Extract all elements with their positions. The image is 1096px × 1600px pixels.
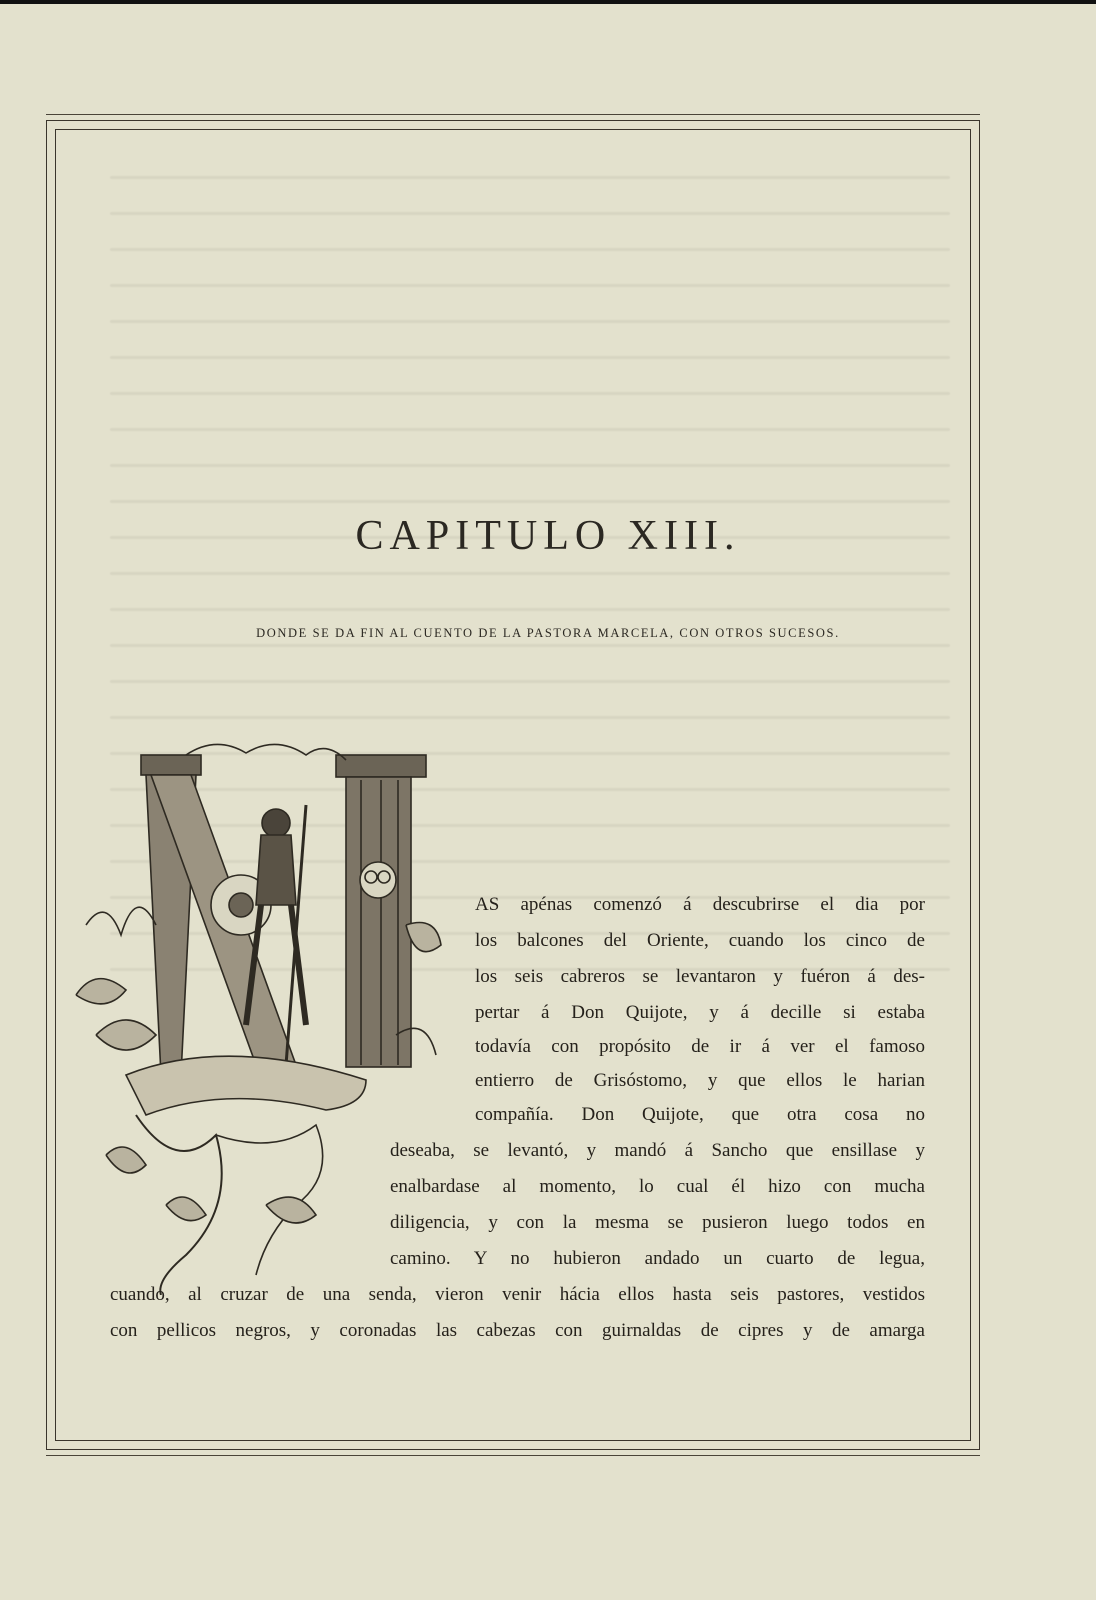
top-edge-bar <box>0 0 1096 4</box>
body-line: los seis cabreros se levantaron y fuéron á des- <box>475 966 925 987</box>
body-line: deseaba, se levantó, y mandó á Sancho que ensillase y <box>390 1140 925 1161</box>
body-line: enalbardase al momento, lo cual él hizo con mucha <box>390 1176 925 1197</box>
body-line: AS apénas comenzó á descubrirse el dia por <box>475 894 925 915</box>
body-line: camino. Y no hubieron andado un cuarto de legua, <box>390 1248 925 1269</box>
body-line: pertar á Don Quijote, y á decille si estaba <box>475 1002 925 1023</box>
body-line: cuando, al cruzar de una senda, vieron venir hácia ellos hasta seis pastores, vestidos <box>110 1284 925 1305</box>
body-line: compañía. Don Quijote, que otra cosa no <box>475 1104 925 1125</box>
body-line: con pellicos negros, y coronadas las cabezas con guirnaldas de cipres y de amarga <box>110 1320 925 1341</box>
body-line: entierro de Grisóstomo, y que ellos le harian <box>475 1070 925 1091</box>
body-line: todavía con propósito de ir á ver el famoso <box>475 1036 925 1057</box>
top-rule <box>46 114 980 115</box>
chapter-subtitle: DONDE SE DA FIN AL CUENTO DE LA PASTORA MARCELA, CON OTROS SUCESOS. <box>256 626 840 640</box>
chapter-title: CAPITULO XIII. <box>355 513 741 560</box>
bottom-rule <box>46 1455 980 1456</box>
body-line: los balcones del Oriente, cuando los cinco de <box>475 930 925 951</box>
body-line: diligencia, y con la mesma se pusieron luego todos en <box>390 1212 925 1233</box>
ornamental-letter-m-with-knight-icon <box>66 735 446 1295</box>
